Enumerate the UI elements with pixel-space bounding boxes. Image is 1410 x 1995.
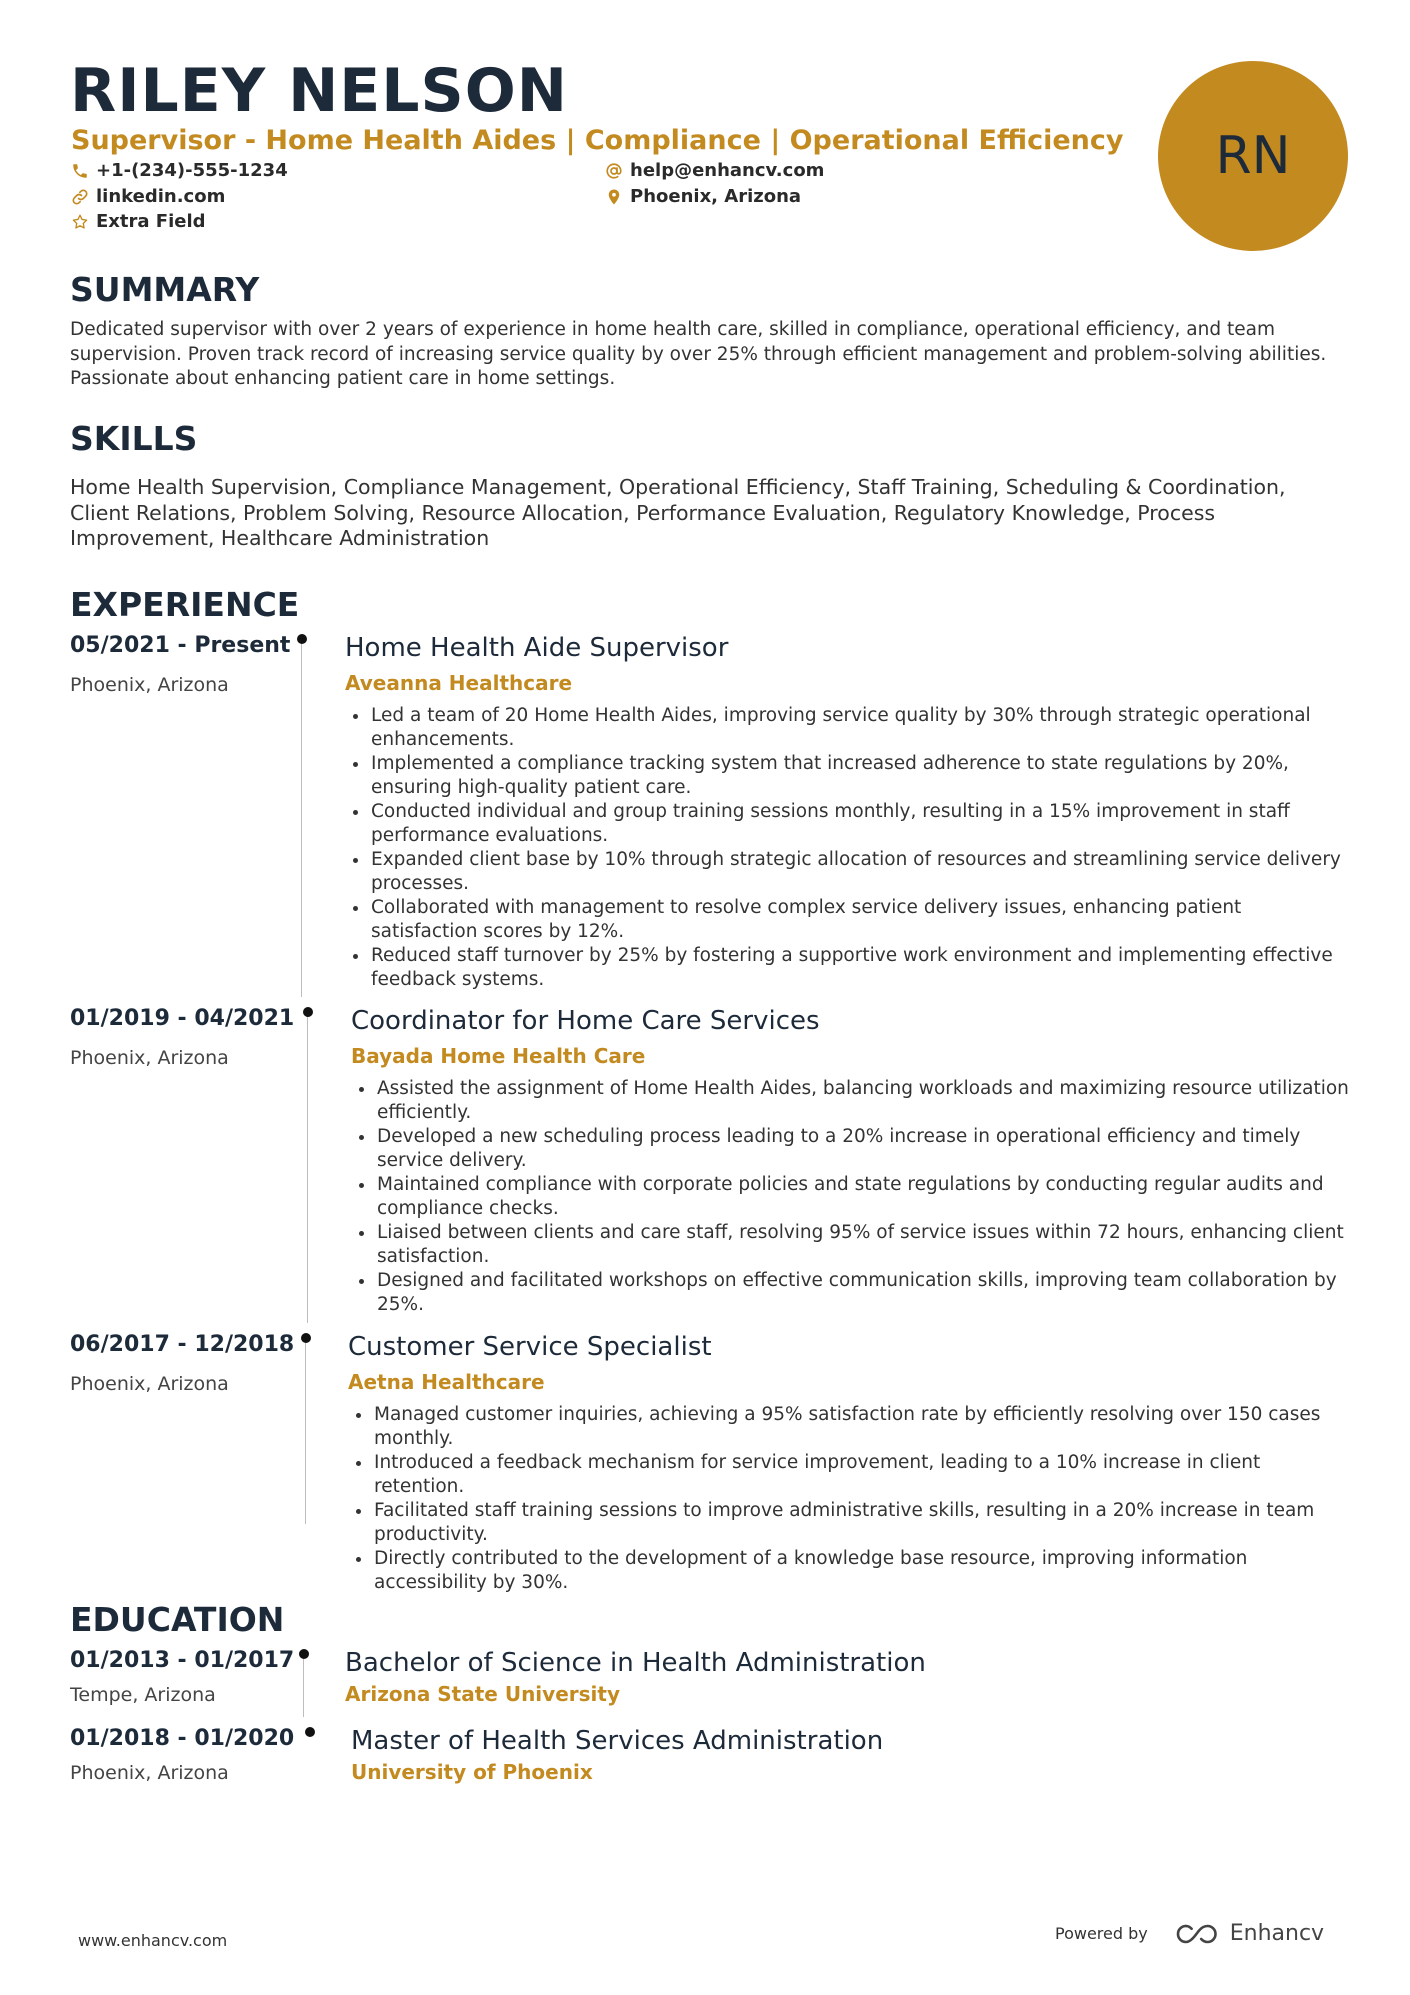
experience-3-dates: 06/2017 - 12/2018 — [70, 1332, 295, 1357]
experience-2-company: Bayada Home Health Care — [351, 1044, 646, 1068]
phone-text: +1-(234)-555-1234 — [96, 160, 288, 181]
list-item: Maintained compliance with corporate policies and state regulations by conducting regular audits and compliance checks. — [351, 1173, 1351, 1221]
phone-icon — [71, 162, 89, 180]
brand-name: Enhancv — [1229, 1921, 1325, 1946]
experience-3-location: Phoenix, Arizona — [70, 1373, 229, 1395]
contact-extra — [71, 210, 206, 234]
footer-website-link[interactable]: www.enhancv.com — [78, 1931, 228, 1950]
list-item: Developed a new scheduling process leading to a 20% increase in operational efficiency and timely service delivery. — [351, 1125, 1351, 1173]
education-2-school: University of Phoenix — [351, 1760, 593, 1784]
education-2-location: Phoenix, Arizona — [70, 1762, 229, 1784]
list-item: Assisted the assignment of Home Health Aides, balancing workloads and maximizing resource utilization efficiently. — [351, 1077, 1351, 1125]
experience-2-dates: 01/2019 - 04/2021 — [70, 1006, 295, 1031]
list-item: Directly contributed to the development of a knowledge base resource, improving information accessibility by 30%. — [348, 1547, 1348, 1595]
experience-1-role: Home Health Aide Supervisor — [345, 633, 729, 663]
location-text: Phoenix, Arizona — [630, 186, 802, 207]
summary-text: Dedicated supervisor with over 2 years of experience in home health care, skilled in compliance, operational efficiency, and team supervision. Proven track record of increasing service quality by over 25% through efficient management and problem-solving abilities. Passionate about enhancing patient care in home settings. — [70, 319, 1327, 389]
education-2-dates: 01/2018 - 01/2020 — [70, 1726, 295, 1751]
education-1-dates: 01/2013 - 01/2017 — [70, 1648, 295, 1673]
star-icon — [71, 213, 89, 231]
avatar-initials: RN — [1215, 126, 1291, 186]
contact-email — [605, 159, 824, 183]
experience-1-bullets — [345, 704, 1345, 992]
list-item: Reduced staff turnover by 25% by fostering a supportive work environment and implementing effective feedback systems. — [345, 944, 1345, 992]
experience-1-dates: 05/2021 - Present — [70, 633, 291, 658]
experience-2-bullets — [351, 1077, 1351, 1317]
avatar — [1158, 61, 1348, 251]
list-item: Facilitated staff training sessions to improve administrative skills, resulting in a 20% increase in team productivity. — [348, 1499, 1348, 1547]
list-item: Designed and facilitated workshops on effective communication skills, improving team collaboration by 25%. — [351, 1269, 1351, 1317]
experience-3-bullets — [348, 1403, 1348, 1595]
education-1-location: Tempe, Arizona — [70, 1684, 216, 1706]
list-item: Conducted individual and group training sessions monthly, resulting in a 15% improvement in staff performance evaluations. — [345, 800, 1345, 848]
powered-by-label: Powered by — [1055, 1924, 1148, 1943]
infinity-logo-icon — [1174, 1922, 1220, 1946]
location-pin-icon — [605, 188, 623, 206]
list-item: Liaised between clients and care staff, resolving 95% of service issues within 72 hours, enhancing client satisfaction. — [351, 1221, 1351, 1269]
timeline-line — [303, 1655, 304, 1717]
list-item: Collaborated with management to resolve complex service delivery issues, enhancing patient satisfaction scores by 12%. — [345, 896, 1345, 944]
list-item: Introduced a feedback mechanism for service improvement, leading to a 10% increase in client retention. — [348, 1451, 1348, 1499]
education-heading: EDUCATION — [70, 1600, 285, 1639]
list-item: Implemented a compliance tracking system that increased adherence to state regulations by 20%, ensuring high-quality patient care. — [345, 752, 1345, 800]
timeline-dot — [305, 1727, 315, 1737]
timeline-dot — [303, 1007, 313, 1017]
candidate-headline: Supervisor - Home Health Aides | Compliance | Operational Efficiency — [71, 125, 1124, 156]
contact-phone — [71, 159, 288, 183]
education-1-school: Arizona State University — [345, 1682, 620, 1706]
footer-branding — [1055, 1921, 1324, 1946]
website-text: linkedin.com — [96, 186, 226, 207]
experience-1-location: Phoenix, Arizona — [70, 674, 229, 696]
timeline-line — [301, 640, 302, 997]
experience-2-location: Phoenix, Arizona — [70, 1047, 229, 1069]
list-item: Expanded client base by 10% through strategic allocation of resources and streamlining service delivery processes. — [345, 848, 1345, 896]
email-text: help@enhancv.com — [630, 160, 825, 181]
experience-1-company: Aveanna Healthcare — [345, 671, 573, 695]
timeline-dot — [297, 634, 307, 644]
timeline-line — [305, 1339, 306, 1524]
list-item: Managed customer inquiries, achieving a 95% satisfaction rate by efficiently resolving over 150 cases monthly. — [348, 1403, 1348, 1451]
summary-heading: SUMMARY — [70, 270, 260, 309]
contact-website — [71, 185, 225, 209]
enhancv-logo[interactable] — [1174, 1921, 1324, 1946]
timeline-dot — [299, 1649, 309, 1659]
at-icon — [605, 162, 623, 180]
education-2-degree: Master of Health Services Administration — [351, 1726, 884, 1756]
education-1-degree: Bachelor of Science in Health Administration — [345, 1648, 926, 1678]
experience-2-role: Coordinator for Home Care Services — [351, 1006, 820, 1036]
candidate-name: RILEY NELSON — [70, 56, 568, 126]
link-icon — [71, 188, 89, 206]
experience-3-role: Customer Service Specialist — [348, 1332, 712, 1362]
skills-text: Home Health Supervision, Compliance Management, Operational Efficiency, Staff Training, Scheduling & Coordination, Client Relations, Problem Solving, Resource Allocation, Performance Evaluation, Regulatory Knowledge, Process Improvement, Healthcare Administration — [70, 475, 1286, 550]
skills-heading: SKILLS — [70, 419, 198, 458]
experience-3-company: Aetna Healthcare — [348, 1370, 545, 1394]
contact-location — [605, 185, 801, 209]
timeline-dot — [301, 1333, 311, 1343]
list-item: Led a team of 20 Home Health Aides, improving service quality by 30% through strategic operational enhancements. — [345, 704, 1345, 752]
timeline-line — [307, 1013, 308, 1323]
experience-heading: EXPERIENCE — [70, 585, 300, 624]
extra-field-text: Extra Field — [96, 211, 206, 232]
